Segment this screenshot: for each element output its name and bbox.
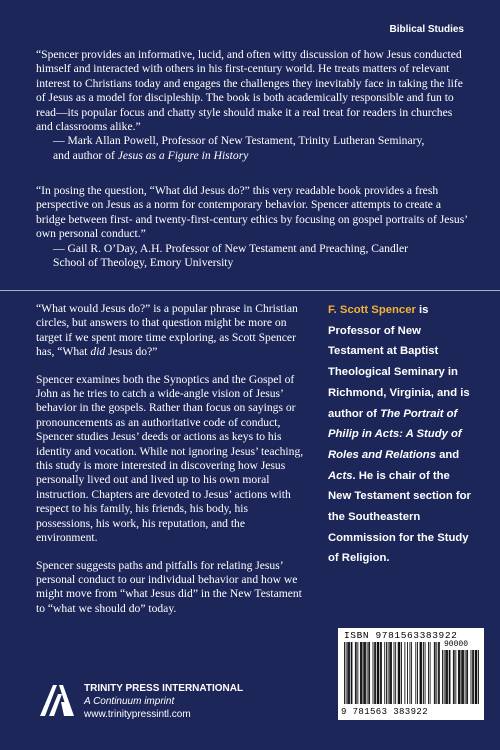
publisher-url: www.trinitypressintl.com	[84, 709, 191, 720]
bio-text: and	[435, 448, 460, 461]
barcode-bar	[352, 642, 353, 704]
barcode-bar	[364, 642, 365, 704]
barcode-bar	[436, 642, 437, 704]
barcode-bar	[407, 642, 408, 704]
endorsement-attribution-line-2	[36, 149, 468, 163]
barcode-bar	[410, 642, 411, 704]
section-divider	[0, 290, 500, 291]
barcode-bar	[386, 642, 387, 704]
barcode-bar	[475, 650, 476, 704]
endorsement-quote: “Spencer provides an informative, lucid, and often witty discussion of how Jesus conducted himself and interacted with others in his first-century world. He treats matters of relevant interest to Christians today and engages the challenges they inevitably face in taking the life of Jesus as a model for discipleship. The book is both academically responsible and fun to read—its popular focus and chatty style should make it a real treat for readers in churches and classrooms alike.”	[36, 48, 463, 134]
barcode-bar	[367, 642, 368, 704]
barcode-bar	[401, 642, 402, 704]
barcode-bar	[357, 642, 358, 704]
barcode-bar	[462, 650, 463, 704]
price-code: 90000	[444, 640, 469, 649]
barcode-bar	[415, 642, 416, 704]
book-title: Acts	[328, 469, 353, 482]
barcode-bar	[476, 650, 477, 704]
attribution-text: and author of	[53, 148, 118, 162]
barcode-bar	[361, 642, 362, 704]
barcode-bar	[384, 642, 385, 704]
barcode-bar	[425, 642, 426, 704]
barcode-bar	[391, 642, 392, 704]
barcode-bar	[365, 642, 366, 704]
barcode-bar	[369, 642, 370, 704]
barcode-bar	[374, 642, 375, 704]
barcode-bar	[417, 642, 418, 704]
barcode-bar	[444, 650, 445, 704]
barcode-bar	[473, 650, 474, 704]
barcode-bar	[463, 650, 464, 704]
barcode-bar	[449, 650, 450, 704]
barcode-bar	[356, 642, 357, 704]
barcode-bar	[378, 642, 379, 704]
emphasis: did	[90, 345, 106, 359]
author-name: F. Scott Spencer	[328, 304, 416, 316]
barcode-bar	[476, 650, 477, 704]
publisher-block	[36, 680, 296, 724]
description-paragraph: Spencer examines both the Synoptics and the Gospel of John as he tries to catch a wide-angle vision of Jesus’ behavior in the gospels. Rather than focus on sayings or pronouncements as an authoritative code of conduct, Spencer studies Jesus’ deeds or actions as keys to his identity and vocation. While not ignoring Jesus’ teaching, this study is more interested in discovering how Jesus personally lived out and lived up to his own moral instruction. Chapters are devoted to Jesus’ actions with respect to his family, his friends, his body, his possessions, his work, his reputation, and the environment.	[36, 372, 304, 545]
category-label: Biblical Studies	[389, 24, 464, 35]
barcode-bar	[395, 642, 396, 704]
barcode-bar	[390, 642, 391, 704]
barcode-bar	[447, 650, 448, 704]
barcode-bar	[380, 642, 381, 704]
barcode-bar	[458, 650, 459, 704]
barcode-bar	[420, 642, 421, 704]
barcode-bar	[377, 642, 378, 704]
barcode-bar	[453, 650, 454, 704]
barcode-bar	[430, 642, 431, 704]
barcode-bar	[362, 642, 363, 704]
barcode-bar	[435, 642, 436, 704]
barcode-bar	[404, 642, 405, 704]
price-barcode	[442, 650, 480, 704]
barcode-bar	[368, 642, 369, 704]
barcode-bar	[471, 650, 472, 704]
barcode-box	[338, 628, 484, 720]
barcode-bar	[394, 642, 395, 704]
barcode-bar	[344, 642, 345, 704]
publisher-name: TRINITY PRESS INTERNATIONAL	[84, 683, 244, 694]
barcode-bar	[454, 650, 455, 704]
endorsement-quote: “In posing the question, “What did Jesus do?” this very readable book provides a fresh perspective on Jesus as a norm for contemporary behavior. Spencer attempts to create a bridge between first- and twenty-first-century ethics by focusing on gospel portraits of Jesus’ own personal conduct.”	[36, 184, 468, 241]
barcode-bar	[460, 650, 461, 704]
barcode-bar	[442, 650, 443, 704]
barcode-bar	[455, 650, 456, 704]
barcode-bar	[421, 642, 422, 704]
endorsement-attribution-line-2: School of Theology, Emory University	[53, 256, 234, 270]
barcode-bar	[360, 642, 361, 704]
barcode-bar	[478, 650, 479, 704]
barcode-bar	[472, 650, 473, 704]
book-title: Jesus as a Figure in History	[117, 148, 249, 162]
barcode-bar	[461, 650, 462, 704]
barcode-bar	[363, 642, 364, 704]
barcode-bar	[373, 642, 374, 704]
barcode-bar	[346, 642, 347, 704]
barcode-bar	[381, 642, 382, 704]
endorsement-attribution: — Mark Allan Powell, Professor of New Testament, Trinity Lutheran Seminary,	[53, 134, 425, 148]
barcode-bar	[466, 650, 467, 704]
barcode-bar	[378, 642, 379, 704]
trinity-arch-logo-icon	[36, 680, 76, 720]
barcode-bar	[465, 650, 466, 704]
text-run: “What would Jesus do?” is a popular phrase in Christian circles, but answers to that question might be more on target if we spent more time exploring, as Scott Spencer has, “What	[36, 302, 298, 359]
barcode-bar	[445, 650, 446, 704]
author-bio	[328, 300, 474, 569]
bio-text: . He is chair of the New Testament section for the Southeastern Commission for the Study of Religion.	[328, 469, 471, 565]
barcode-bar	[388, 642, 389, 704]
endorsement	[36, 184, 468, 270]
publisher-imprint: A Continuum imprint	[84, 696, 175, 707]
ean-digits: 9 781563 383922	[341, 707, 429, 717]
barcode-bar	[349, 642, 350, 704]
barcode-bar	[450, 650, 451, 704]
barcode-bar	[375, 642, 376, 704]
barcode-bar	[467, 650, 468, 704]
barcode-bar	[348, 642, 349, 704]
barcode-bar	[439, 642, 440, 704]
endorsement-attribution: — Gail R. O’Day, A.H. Professor of New Testament and Preaching, Candler	[53, 241, 408, 255]
barcode-bar	[446, 650, 447, 704]
barcode-bar	[420, 642, 421, 704]
ean-barcode	[344, 642, 440, 704]
barcode-bar	[347, 642, 348, 704]
description-paragraph	[36, 302, 306, 360]
description-paragraph: Spencer suggests paths and pitfalls for relating Jesus’ personal conduct to our individual behavior and how we might move from “what Jesus did” in the New Testament to “what we should do” today.	[36, 558, 302, 615]
barcode-bar	[438, 642, 439, 704]
bio-text: is Professor of New Testament at Baptist Theological Seminary in Richmond, Virginia, and is author of	[328, 304, 470, 420]
barcode-bar	[355, 642, 356, 704]
barcode-bar	[459, 650, 460, 704]
barcode-bar	[434, 642, 435, 704]
barcode-bar	[399, 642, 400, 704]
isbn-label: ISBN 9781563383922	[344, 630, 458, 641]
barcode-bar	[389, 642, 390, 704]
endorsement	[36, 48, 468, 163]
book-description	[36, 302, 306, 629]
publisher-text	[84, 682, 243, 721]
barcode-bar	[398, 642, 399, 704]
barcode-bar	[428, 642, 429, 704]
text-run: Jesus do?”	[105, 345, 158, 359]
barcode-bar	[351, 642, 352, 704]
book-title: The Portrait of Philip in Acts: A Study of Roles and Relations	[328, 407, 462, 461]
barcode-bar	[423, 642, 424, 704]
barcode-bar	[399, 642, 400, 704]
barcode-bar	[411, 642, 412, 704]
